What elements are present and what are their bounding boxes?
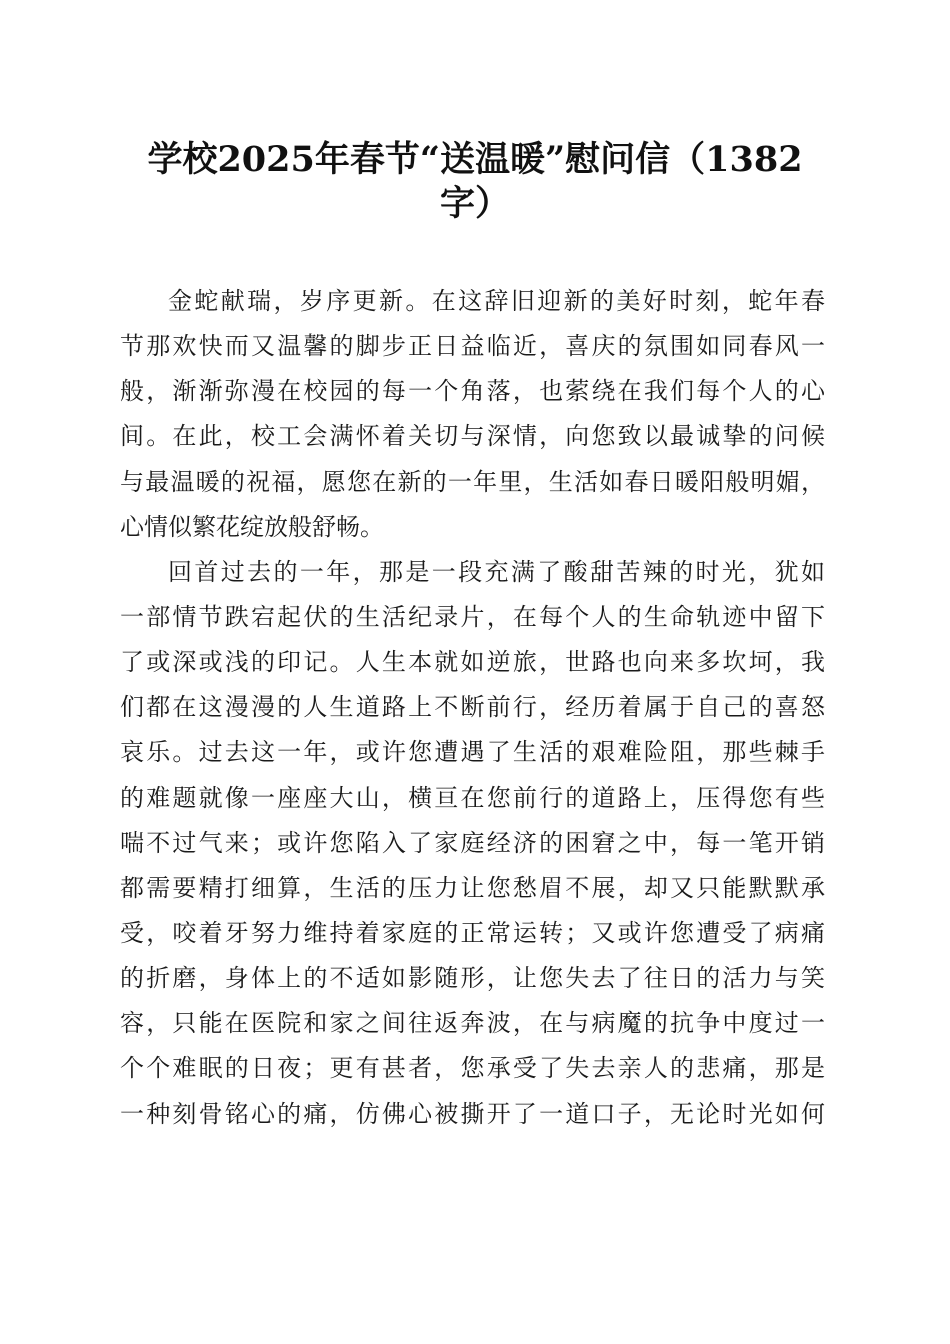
paragraph-line: 受，咬着牙努力维持着家庭的正常运转；又或许您遭受了病痛 bbox=[120, 918, 825, 947]
paragraph-line: 的难题就像一座座大山，横亘在您前行的道路上，压得您有些 bbox=[120, 783, 825, 812]
paragraph-line: 一种刻骨铭心的痛，仿佛心被撕开了一道口子，无论时光如何 bbox=[120, 1099, 825, 1128]
paragraph-line: 般，渐渐弥漫在校园的每一个角落，也萦绕在我们每个人的心 bbox=[120, 377, 825, 406]
title-line-2: 字） bbox=[439, 183, 510, 224]
document-body bbox=[120, 279, 825, 1137]
title-line-1: 学校2025年春节“送温暖”慰问信（1382 bbox=[147, 139, 803, 180]
paragraph-line: 金蛇献瑞，岁序更新。在这辞旧迎新的美好时刻，蛇年春 bbox=[168, 287, 825, 315]
paragraph-line: 节那欢快而又温馨的脚步正日益临近，喜庆的氛围如同春风一 bbox=[120, 332, 825, 361]
paragraph-line: 的折磨，身体上的不适如影随形，让您失去了往日的活力与笑 bbox=[120, 964, 825, 993]
paragraph-line: 了或深或浅的印记。人生本就如逆旅，世路也向来多坎坷，我 bbox=[120, 648, 825, 677]
document-title bbox=[110, 138, 840, 226]
paragraph-line: 与最温暖的祝福，愿您在新的一年里，生活如春日暖阳般明媚， bbox=[120, 467, 825, 496]
paragraph-line: 心情似繁花绽放般舒畅。 bbox=[120, 512, 384, 541]
paragraph-line: 喘不过气来；或许您陷入了家庭经济的困窘之中，每一笔开销 bbox=[120, 828, 825, 857]
paragraph-1 bbox=[120, 279, 825, 550]
paragraph-2 bbox=[120, 550, 825, 1137]
paragraph-line: 都需要精打细算，生活的压力让您愁眉不展，却又只能默默承 bbox=[120, 873, 825, 902]
paragraph-line: 一部情节跌宕起伏的生活纪录片，在每个人的生命轨迹中留下 bbox=[120, 602, 825, 631]
paragraph-line: 容，只能在医院和家之间往返奔波，在与病魔的抗争中度过一 bbox=[120, 1009, 825, 1038]
paragraph-line: 们都在这漫漫的人生道路上不断前行，经历着属于自己的喜怒 bbox=[120, 693, 825, 722]
paragraph-line: 回首过去的一年，那是一段充满了酸甜苦辣的时光，犹如 bbox=[168, 557, 825, 586]
paragraph-line: 个个难眠的日夜；更有甚者，您承受了失去亲人的悲痛，那是 bbox=[120, 1054, 825, 1083]
paragraph-line: 间。在此，校工会满怀着关切与深情，向您致以最诚挚的问候 bbox=[120, 422, 825, 451]
paragraph-line: 哀乐。过去这一年，或许您遭遇了生活的艰难险阻，那些棘手 bbox=[120, 738, 825, 767]
